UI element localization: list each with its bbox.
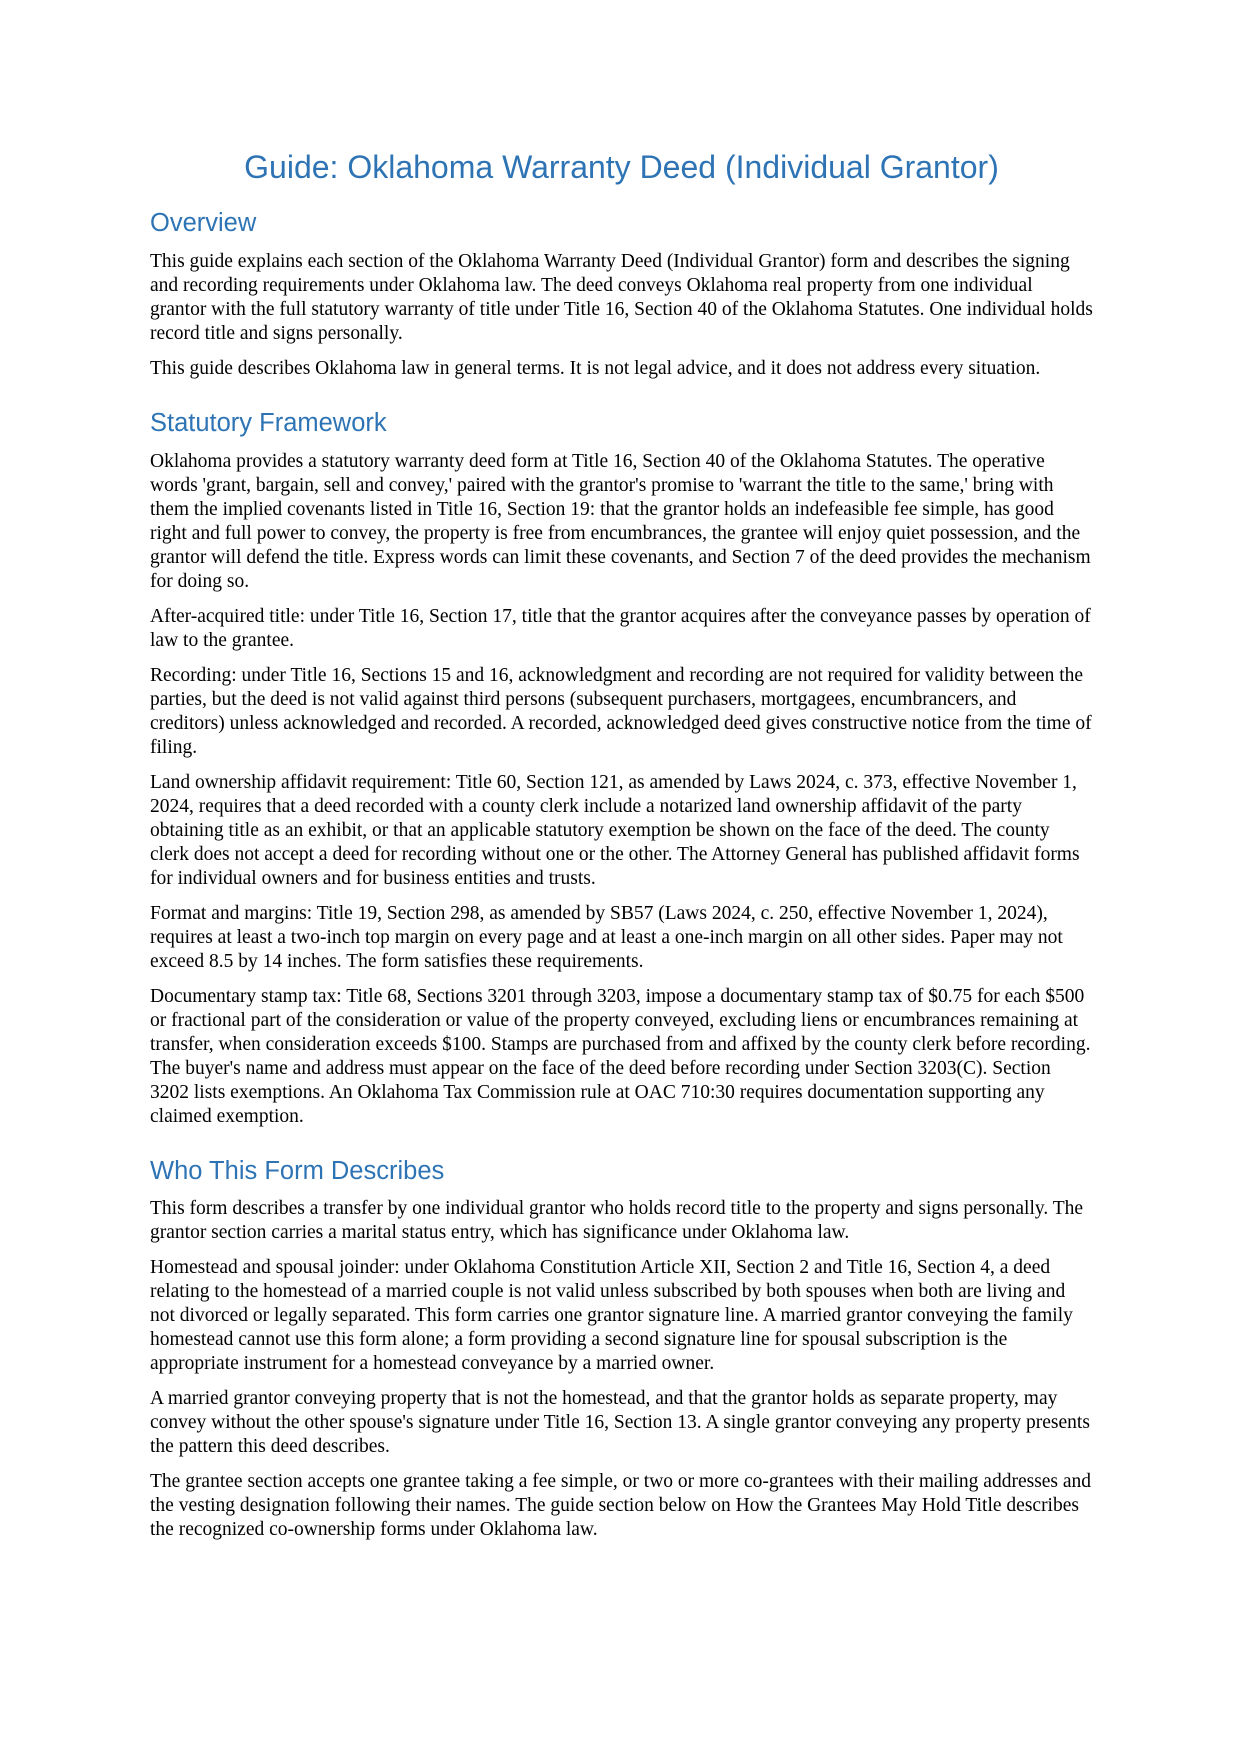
paragraph: This guide explains each section of the Oklahoma Warranty Deed (Individual Grantor) form and describes the signing and recording requirements under Oklahoma law. The deed conveys Oklahoma real property from one individual grantor with the full statutory warranty of title under Title 16, Section 40 of the Oklahoma Statutes. One individual holds record title and signs personally. (150, 250, 1093, 344)
section-heading: Statutory Framework (150, 408, 387, 437)
document-title: Guide: Oklahoma Warranty Deed (Individual Grantor) (244, 149, 999, 185)
paragraph: Land ownership affidavit requirement: Title 60, Section 121, as amended by Laws 2024, c. 373, effective November 1, 2024, requires that a deed recorded with a county clerk include a notarized land ownership affidavit of the party obtaining title as an exhibit, or that an applicable statutory exemption be shown on the face of the deed. The county clerk does not accept a deed for recording without one or the other. The Attorney General has published affidavit forms for individual owners and for business entities and trusts. (150, 771, 1080, 889)
document-page (150, 148, 1093, 1569)
section-heading: Who This Form Describes (150, 1156, 445, 1185)
paragraph: The grantee section accepts one grantee taking a fee simple, or two or more co-grantees with their mailing addresses and the vesting designation following their names. The guide section below on How the Grantees May Hold Title describes the recognized co-ownership forms under Oklahoma law. (150, 1471, 1092, 1541)
paragraph: After-acquired title: under Title 16, Section 17, title that the grantor acquires after the conveyance passes by operation of law to the grantee. (150, 605, 1091, 651)
paragraph: This form describes a transfer by one individual grantor who holds record title to the property and signs personally. The grantor section carries a marital status entry, which has significance under Oklahoma law. (150, 1198, 1084, 1244)
paragraph: A married grantor conveying property that is not the homestead, and that the grantor holds as separate property, may convey without the other spouse's signature under Title 16, Section 13. A single grantor conveying any property presents the pattern this deed describes. (150, 1388, 1090, 1458)
section-heading: Overview (150, 209, 257, 238)
section-statutory-framework (150, 408, 1093, 1129)
section-who-this-form-describes (150, 1156, 1093, 1543)
paragraph: Documentary stamp tax: Title 68, Sections 3201 through 3203, impose a documentary stamp tax of $0.75 for each $500 or fractional part of the consideration or value of the property conveyed, excluding liens or encumbrances remaining at transfer, when consideration exceeds $100. Stamps are purchased from and affixed by the county clerk before recording. The buyer's name and address must appear on the face of the deed before recording under Section 3203(C). Section 3202 lists exemptions. An Oklahoma Tax Commission rule at OAC 710:30 requires documentation supporting any claimed exemption. (150, 985, 1091, 1127)
paragraph: Format and margins: Title 19, Section 298, as amended by SB57 (Laws 2024, c. 250, effective November 1, 2024), requires at least a two-inch top margin on every page and at least a one-inch margin on all other sides. Paper may not exceed 8.5 by 14 inches. The form satisfies these requirements. (150, 902, 1063, 972)
paragraph: Homestead and spousal joinder: under Oklahoma Constitution Article XII, Section 2 and Title 16, Section 4, a deed relating to the homestead of a married couple is not valid unless subscribed by both spouses when both are living and not divorced or legally separated. This form carries one grantor signature line. A married grantor conveying the family homestead cannot use this form alone; a form providing a second signature line for spousal subscription is the appropriate instrument for a homestead conveyance by a married owner. (150, 1257, 1073, 1375)
paragraph: Oklahoma provides a statutory warranty deed form at Title 16, Section 40 of the Oklahoma Statutes. The operative words 'grant, bargain, sell and convey,' paired with the grantor's promise to 'warrant the title to the same,' bring with them the implied covenants listed in Title 16, Section 19: that the grantor holds an indefeasible fee simple, has good right and full power to convey, the property is free from encumbrances, the grantee will enjoy quiet possession, and the grantor will defend the title. Express words can limit these covenants, and Section 7 of the deed provides the mechanism for doing so. (150, 450, 1091, 592)
paragraph: This guide describes Oklahoma law in general terms. It is not legal advice, and it does not address every situation. (150, 357, 1041, 379)
section-overview (150, 208, 1093, 381)
paragraph: Recording: under Title 16, Sections 15 and 16, acknowledgment and recording are not required for validity between the parties, but the deed is not valid against third persons (subsequent purchasers, mortgagees, encumbrancers, and creditors) unless acknowledged and recorded. A recorded, acknowledged deed gives constructive notice from the time of filing. (150, 664, 1092, 758)
